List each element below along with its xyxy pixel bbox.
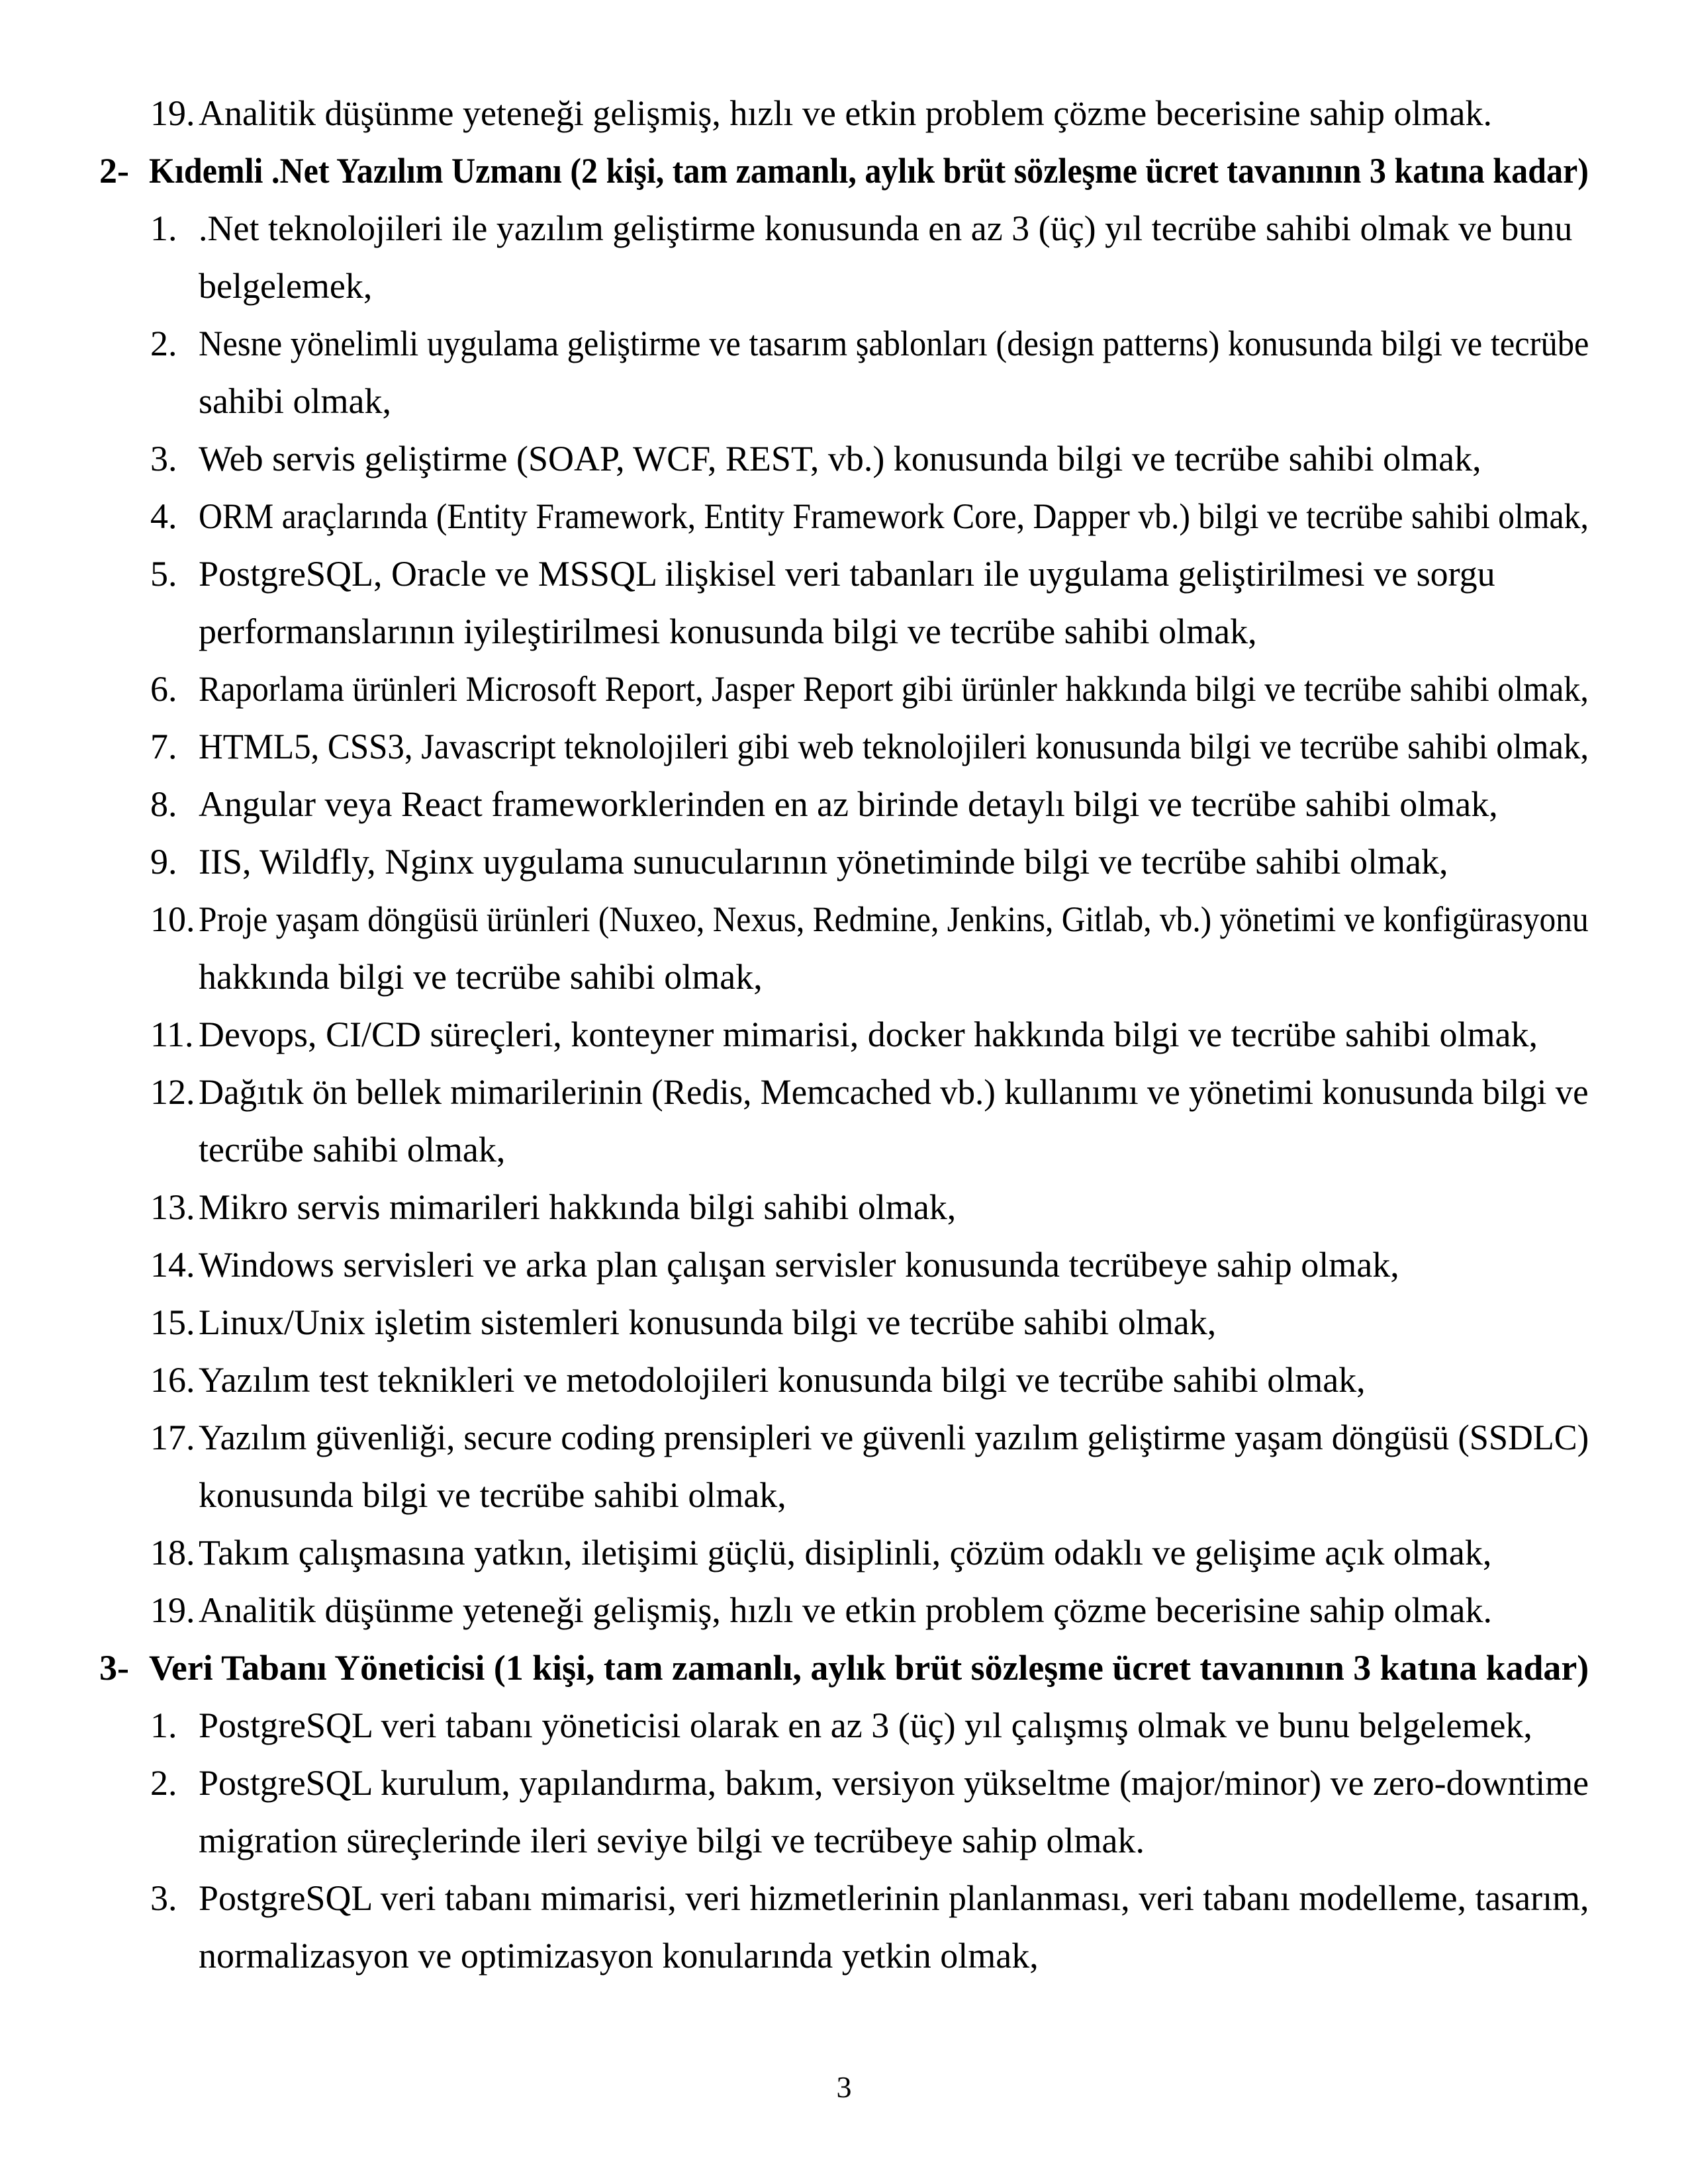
item-line: Devops, CI/CD süreçleri, konteyner mimarisi, docker hakkında bilgi ve tecrübe sahibi olmak, bbox=[199, 1015, 1538, 1054]
list-item bbox=[99, 1236, 1589, 1294]
item-number: 13. bbox=[150, 1187, 195, 1227]
section-number: 3- bbox=[99, 1648, 129, 1688]
list-item bbox=[99, 1697, 1589, 1754]
item-line: .Net teknolojileri ile yazılım geliştirme konusunda en az 3 (üç) yıl tecrübe sahibi olmak ve bunu bbox=[199, 208, 1573, 248]
section-title: Veri Tabanı Yöneticisi (1 kişi, tam zamanlı, aylık brüt sözleşme ücret tavanının 3 katına kadar) bbox=[149, 1648, 1589, 1688]
item-line: Analitik düşünme yeteneği gelişmiş, hızlı ve etkin problem çözme becerisine sahip olmak. bbox=[199, 1590, 1492, 1630]
item-line: Analitik düşünme yeteneği gelişmiş, hızlı ve etkin problem çözme becerisine sahip olmak. bbox=[199, 93, 1492, 133]
item-line: Raporlama ürünleri Microsoft Report, Jasper Report gibi ürünler hakkında bilgi ve tecrübe sahibi olmak, bbox=[199, 669, 1589, 709]
item-number: 1. bbox=[150, 1706, 177, 1745]
item-number: 6. bbox=[150, 669, 177, 709]
item-number: 3. bbox=[150, 1878, 177, 1918]
list-item bbox=[99, 1064, 1589, 1179]
item-number: 15. bbox=[150, 1302, 195, 1342]
item-number: 14. bbox=[150, 1245, 195, 1285]
item-line: Linux/Unix işletim sistemleri konusunda bilgi ve tecrübe sahibi olmak, bbox=[199, 1302, 1217, 1342]
item-line: performanslarının iyileştirilmesi konusunda bilgi ve tecrübe sahibi olmak, bbox=[199, 612, 1257, 651]
section-heading bbox=[99, 142, 1589, 200]
item-line: Yazılım güvenliği, secure coding prensipleri ve güvenli yazılım geliştirme yaşam döngüsü (SSDLC) bbox=[199, 1418, 1589, 1457]
item-line: Proje yaşam döngüsü ürünleri (Nuxeo, Nexus, Redmine, Jenkins, Gitlab, vb.) yönetimi ve konfigürasyonu bbox=[199, 899, 1589, 939]
item-number: 5. bbox=[150, 554, 177, 594]
item-line: Web servis geliştirme (SOAP, WCF, REST, vb.) konusunda bilgi ve tecrübe sahibi olmak, bbox=[199, 439, 1481, 478]
item-line: PostgreSQL kurulum, yapılandırma, bakım, versiyon yükseltme (major/minor) ve zero-downtime bbox=[199, 1763, 1589, 1803]
item-number: 18. bbox=[150, 1533, 195, 1572]
item-line: belgelemek, bbox=[199, 266, 373, 306]
item-number: 19. bbox=[150, 1590, 195, 1630]
list-item bbox=[99, 891, 1589, 1006]
item-number: 8. bbox=[150, 784, 177, 824]
item-line: ORM araçlarında (Entity Framework, Entity Framework Core, Dapper vb.) bilgi ve tecrübe sahibi olmak, bbox=[199, 496, 1589, 536]
list-item bbox=[99, 660, 1589, 718]
item-number: 7. bbox=[150, 727, 177, 766]
item-line: Dağıtık ön bellek mimarilerinin (Redis, Memcached vb.) kullanımı ve yönetimi konusunda bilgi ve bbox=[199, 1072, 1589, 1112]
list-item bbox=[99, 200, 1589, 315]
list-item bbox=[99, 1409, 1589, 1524]
item-line: HTML5, CSS3, Javascript teknolojileri gibi web teknolojileri konusunda bilgi ve tecrübe sahibi olmak, bbox=[199, 727, 1589, 766]
item-number: 2. bbox=[150, 1763, 177, 1803]
item-number: 3. bbox=[150, 439, 177, 478]
list-item bbox=[99, 776, 1589, 833]
item-number: 10. bbox=[150, 899, 195, 939]
list-item bbox=[99, 1294, 1589, 1351]
list-item bbox=[99, 85, 1589, 142]
item-line: Mikro servis mimarileri hakkında bilgi sahibi olmak, bbox=[199, 1187, 957, 1227]
item-number: 2. bbox=[150, 324, 177, 363]
item-number: 9. bbox=[150, 842, 177, 882]
item-number: 11. bbox=[150, 1015, 194, 1054]
item-line: Takım çalışmasına yatkın, iletişimi güçlü, disiplinli, çözüm odaklı ve gelişime açık olmak, bbox=[199, 1533, 1492, 1572]
list-item bbox=[99, 1524, 1589, 1582]
item-number: 17. bbox=[150, 1418, 195, 1457]
item-line: IIS, Wildfly, Nginx uygulama sunucularının yönetiminde bilgi ve tecrübe sahibi olmak, bbox=[199, 842, 1448, 882]
item-line: Windows servisleri ve arka plan çalışan servisler konusunda tecrübeye sahip olmak, bbox=[199, 1245, 1399, 1285]
list-item bbox=[99, 718, 1589, 776]
list-item bbox=[99, 1351, 1589, 1409]
section-number: 2- bbox=[99, 151, 129, 191]
list-item bbox=[99, 1754, 1589, 1870]
document-body bbox=[99, 85, 1589, 1985]
item-line: hakkında bilgi ve tecrübe sahibi olmak, bbox=[199, 957, 763, 997]
list-item bbox=[99, 1006, 1589, 1064]
item-number: 4. bbox=[150, 496, 177, 536]
item-line: migration süreçlerinde ileri seviye bilgi ve tecrübeye sahip olmak. bbox=[199, 1821, 1145, 1860]
item-line: tecrübe sahibi olmak, bbox=[199, 1130, 506, 1169]
list-item bbox=[99, 1582, 1589, 1639]
section-title: Kıdemli .Net Yazılım Uzmanı (2 kişi, tam zamanlı, aylık brüt sözleşme ücret tavanının 3 katına kadar) bbox=[149, 151, 1589, 191]
item-number: 1. bbox=[150, 208, 177, 248]
list-item bbox=[99, 545, 1589, 660]
item-line: PostgreSQL, Oracle ve MSSQL ilişkisel veri tabanları ile uygulama geliştirilmesi ve sorgu bbox=[199, 554, 1495, 594]
section-heading bbox=[99, 1639, 1589, 1697]
item-number: 12. bbox=[150, 1072, 195, 1112]
page-number: 3 bbox=[836, 2070, 852, 2104]
item-line: PostgreSQL veri tabanı yöneticisi olarak en az 3 (üç) yıl çalışmış olmak ve bunu belgelemek, bbox=[199, 1706, 1532, 1745]
list-item bbox=[99, 1870, 1589, 1985]
list-item bbox=[99, 488, 1589, 545]
item-line: Yazılım test teknikleri ve metodolojileri konusunda bilgi ve tecrübe sahibi olmak, bbox=[199, 1360, 1366, 1400]
item-line: normalizasyon ve optimizasyon konularında yetkin olmak, bbox=[199, 1936, 1039, 1976]
item-line: Angular veya React frameworklerinden en az birinde detaylı bilgi ve tecrübe sahibi olmak, bbox=[199, 784, 1498, 824]
item-number: 19. bbox=[150, 93, 195, 133]
item-line: sahibi olmak, bbox=[199, 381, 391, 421]
item-line: PostgreSQL veri tabanı mimarisi, veri hizmetlerinin planlanması, veri tabanı modelleme, tasarım, bbox=[199, 1878, 1589, 1918]
item-line: konusunda bilgi ve tecrübe sahibi olmak, bbox=[199, 1475, 786, 1515]
list-item bbox=[99, 1179, 1589, 1236]
item-number: 16. bbox=[150, 1360, 195, 1400]
list-item bbox=[99, 430, 1589, 488]
list-item bbox=[99, 833, 1589, 891]
list-item bbox=[99, 315, 1589, 430]
item-line: Nesne yönelimli uygulama geliştirme ve tasarım şablonları (design patterns) konusunda bilgi ve tecrübe bbox=[199, 324, 1589, 363]
